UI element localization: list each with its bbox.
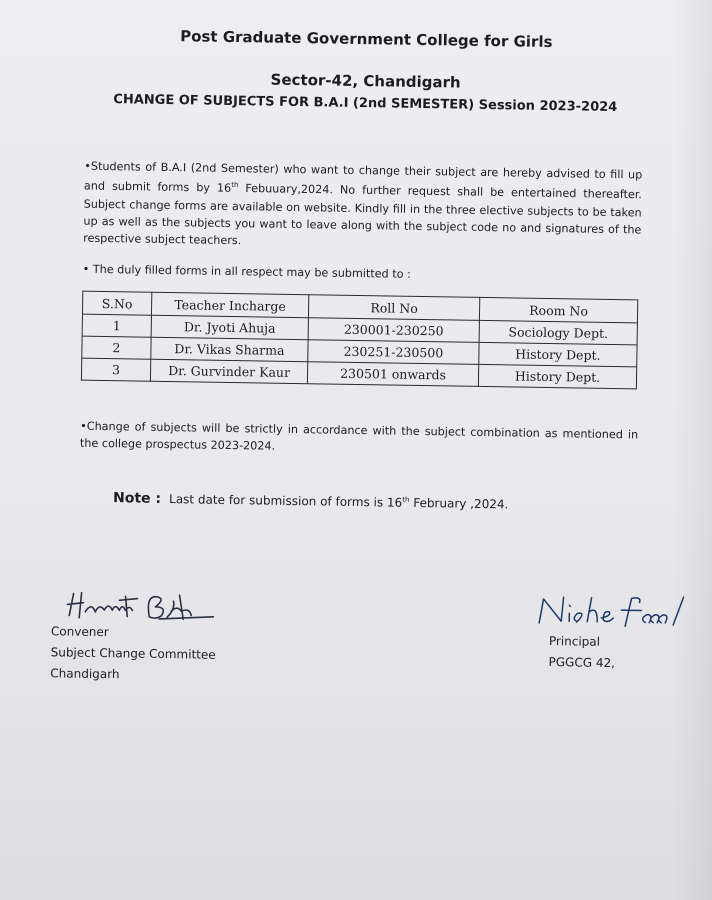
submit-to-line: • The duly filled forms in all respect may be submitted to : bbox=[82, 262, 411, 281]
intro-paragraph: •Students of B.A.I (2nd Semester) who want to change their subject are hereby advised to fill up and submit forms by 16th Febuuary,2024. No further request shall be entertained thereafter. Subject change forms are available on website. Kindly fill in the three elective subjects to be taken up as well as the subjects you want to leave along with the subject code no and signatures of the respective subject teachers. bbox=[83, 159, 643, 248]
convener-location: Chandigarh bbox=[50, 666, 120, 682]
cell-teacher: Dr. Jyoti Ahuja bbox=[151, 315, 308, 339]
cell-teacher: Dr. Gurvinder Kaur bbox=[150, 359, 307, 383]
cell-sno: 2 bbox=[82, 336, 151, 359]
header-sno: S.No bbox=[82, 291, 151, 315]
convener-signature bbox=[63, 587, 234, 626]
teacher-incharge-table bbox=[81, 291, 638, 390]
principal-college: PGGCG 42, bbox=[548, 655, 616, 671]
cell-roomno: History Dept. bbox=[479, 342, 637, 366]
committee-name: Subject Change Committee bbox=[50, 645, 216, 662]
college-name: Post Graduate Government College for Girls bbox=[180, 27, 553, 52]
note-line: Note : Last date for submission of forms is 16th February ,2024. bbox=[112, 490, 509, 512]
principal-signature bbox=[533, 591, 702, 634]
convener-title: Convener bbox=[50, 624, 109, 640]
notice-title: CHANGE OF SUBJECTS FOR B.A.I (2nd SEMESTER) Session 2023-2024 bbox=[113, 92, 618, 116]
cell-rollno: 230001-230250 bbox=[308, 318, 479, 343]
cell-teacher: Dr. Vikas Sharma bbox=[151, 337, 308, 361]
cell-roomno: Sociology Dept. bbox=[479, 320, 637, 344]
header-roomno: Room No bbox=[479, 297, 637, 322]
cell-rollno: 230501 onwards bbox=[307, 362, 478, 387]
cell-sno: 3 bbox=[81, 358, 150, 381]
cell-roomno: History Dept. bbox=[478, 364, 636, 388]
combination-paragraph: •Change of subjects will be strictly in accordance with the subject combination as mentioned in the college prospectus 2023-2024. bbox=[79, 419, 639, 454]
principal-block bbox=[548, 631, 615, 674]
principal-title: Principal bbox=[548, 634, 601, 649]
header-teacher: Teacher Incharge bbox=[151, 292, 308, 317]
header-rollno: Roll No bbox=[308, 295, 479, 321]
cell-sno: 1 bbox=[82, 314, 151, 337]
cell-rollno: 230251-230500 bbox=[308, 340, 479, 365]
college-location: Sector-42, Chandigarh bbox=[270, 70, 461, 92]
note-label: Note : bbox=[112, 490, 162, 507]
convener-block bbox=[50, 621, 216, 687]
